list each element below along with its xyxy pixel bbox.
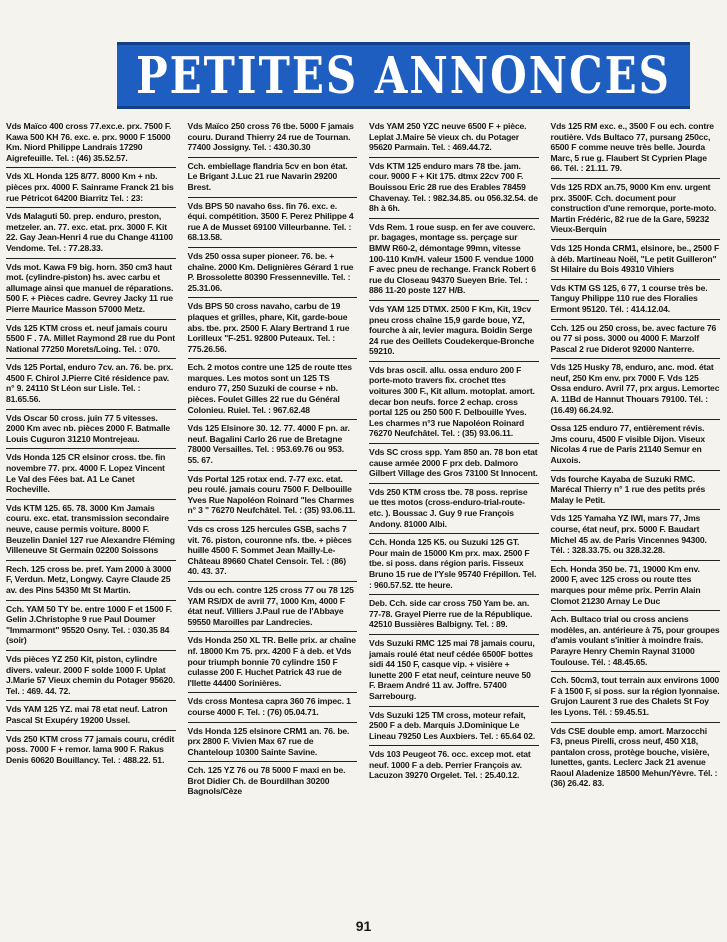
classified-ad: Vds bras oscil. allu. ossa enduro 200 F porte-moto travers fix. crochet ttes voitures 300 F., Kit allum. motoplat. amort. decar bon neufs. force 2 echap. cross portal 125 ou 250 500 F. Delbouille Yves. Les charmes n°3 rue Napoléon Roinard 76270 Neufchâtel. Tel. : (35) 93.06.11. xyxy=(369,362,539,444)
classified-ad: Vds 250 ossa super pioneer. 76. be. + chaîne. 2000 Km. Delignières Gérard 1 rue P. Brossolette 80390 Fressenneville. Tel. : 25.31.06. xyxy=(188,248,358,298)
classified-ad: Vds 125 Elsinore 30. 12. 77. 4000 F pn. ar. neuf. Bagalini Carlo 26 rue de Bretagne 78000 Versailles. Tel. : 953.69.76 ou 953. 55. 67. xyxy=(188,420,358,470)
classified-ad: Ech. 2 motos contre une 125 de route ttes marques. Les motos sont un 125 TS enduro 77, 250 Suzuki de course + nb. pièces. Foulet Gilles 22 rue du Général Colonieu. Ruiel. Tel. : 967.62.48 xyxy=(188,359,358,420)
column-1 xyxy=(6,118,176,916)
classified-ad: Vds YAM 125 YZ. mai 78 etat neuf. Latron Pascal St Exupéry 19200 Ussel. xyxy=(6,701,176,730)
column-3 xyxy=(369,118,539,916)
classified-ad: Vds YAM 125 DTMX. 2500 F Km, Kit, 19cv pneu cross chaîne 15,9 garde boue, YZ, fourche à air, levier magura. Boidin Serge 24 rue des Oeillets Coudekerque-Bronche 59210. xyxy=(369,301,539,362)
classified-ad: Vds fourche Kayaba de Suzuki RMC. Marécal Thierry n° 1 rue des petits prés Malay le Petit. xyxy=(551,471,721,511)
classified-ad: Vds BPS 50 navaho 6ss. fin 76. exc. e. équi. compétition. 3500 F. Perez Philippe 4 rue A de Musset 69100 Villeurbanne. Tel. : 68.13.58. xyxy=(188,198,358,248)
classified-ad: Vds ou ech. contre 125 cross 77 ou 78 125 YAM RS/DX de avril 77, 1000 Km, 4000 F état neuf. Villiers J.Paul rue de l'Abbaye 59550 Maroilles par Landrecies. xyxy=(188,582,358,632)
classified-ad: Vds YAM 250 YZC neuve 6500 F + pièce. Leplat J.Maire 5è vieux ch. du Potager 95620 Parmain. Tel. : 469.44.72. xyxy=(369,118,539,158)
classified-ad: Vds Suzuki RMC 125 mai 78 jamais couru, jamais roulé état neuf cédée 6500F bottes sidi 44 150 F, casque vip. + visière + lunette 200 F etat neuf, ceinture neuve 50 F. Braem André 11 av. Joffre. 57400 Sarrebourg. xyxy=(369,635,539,707)
column-4 xyxy=(551,118,721,916)
classified-ad: Vds KTM 125 enduro mars 78 tbe. jam. cour. 9000 F + Kit 175. dtmx 22cv 700 F. Bouissou Eric 28 rue des Erables 78459 Chavenay. Tel. : 982.34.85. ou 056.32.54. de 8h à 6h. xyxy=(369,158,539,219)
classified-ad: Deb. Cch. side car cross 750 Yam be. an. 77-78. Grayel Pierre rue de la République. 42510 Bussières Balbigny. Tel. : 89. xyxy=(369,595,539,635)
classified-ad: Cch. embiellage flandria 5cv en bon état. Le Brigant J.Luc 21 rue Navarin 29200 Brest. xyxy=(188,158,358,198)
classified-ad: Vds Maïco 250 cross 76 tbe. 5000 F jamais couru. Durand Thierry 24 rue de Tournan. 77400 Jossigny. Tel. : 430.30.30 xyxy=(188,118,358,158)
classified-ad: Vds 125 Husky 78, enduro, anc. mod. état neuf, 250 Km env. prx 7000 F. Vds 125 Ossa enduro. Avril 77, prx argus. Lemortec A. 11Bd de Hannut Thouars 79100. Tél. : (16.49) 66.24.92. xyxy=(551,359,721,420)
classified-ad: Vds KTM GS 125, 6 77, 1 course très be. Tanguy Philippe 110 rue des Floralies Ermont 95120. Tél. : 414.12.04. xyxy=(551,280,721,320)
page-title: PETITES ANNONCES xyxy=(136,46,671,105)
classified-ad: Vds 125 RDX an.75, 9000 Km env. urgent prx. 3500F. Cch. document pour construction d'une remorque, porte-moto. Martin Frédéric, 82 rue de la Gare, 59232 Vieux-Berquin xyxy=(551,179,721,240)
classified-ad: Cch. 125 ou 250 cross, be. avec facture 76 ou 77 si poss. 3000 ou 4000 F. Marzolf Pascal 2 rue Diderot 92000 Nanterre. xyxy=(551,320,721,360)
classified-ad: Cch. 125 YZ 76 ou 78 5000 F maxi en be. Brot Didier Ch. de Bourdilhan 30200 Bagnols/Cèze xyxy=(187,765,348,797)
classified-ad: Vds XL Honda 125 8/77. 8000 Km + nb. pièces prx. 4000 F. Sainrame Franck 21 bis rue Pétricot 64200 Biarritz Tel. : 23: xyxy=(6,168,176,208)
classified-ad: Vds cross Montesa capra 360 76 impec. 1 course 4000 F. Tel. : (76) 05.04.71. xyxy=(188,693,358,722)
classified-ad: Vds KTM 125. 65. 78. 3000 Km Jamais couru. exc. etat. transmission secondaire neuve, cause permis voiture. 8000 F. Beuzelin Daniel 127 rue Alexandre Fléming Villeneuve St Germain 02200 Soissons xyxy=(6,500,176,561)
classified-ad: Vds Honda 125 elsinore CRM1 an. 76. be. prx 2800 F. Vivien Max 67 rue de Chanteloup 10300 Sainte Savine. xyxy=(188,723,358,763)
classified-ad: Vds Malaguti 50. prep. enduro, preston, metzeler. an. 77. exc. etat. prx. 3000 F. Kit 22. Gay Jean-Henri 4 rue du Change 41100 Vendome. Tel. : 77.28.33. xyxy=(6,208,176,258)
classified-ad: Ech. Honda 350 be. 71, 19000 Km env. 2000 F, avec 125 cross ou route ttes marques pour même prix. Perrin Alain Clomot 21230 Arnay Le Duc xyxy=(551,561,721,611)
classified-ad: Vds 125 RM exc. e., 3500 F ou ech. contre routière. Vds Bultaco 77, pursang 250cc, 6500 F comme neuve très belle. Jourda Marc, 5 rue g. Flaubert St Cyprien Plage 66. Tél. : 21.11. 79. xyxy=(551,118,721,179)
classified-ad: Vds 250 KTM cross tbe. 78 poss. reprise ue ttes motos (cross-enduro-trial-route-etc. ). Boussac J. Guy 9 rue François Andony. 81000 Albi. xyxy=(369,484,539,534)
classified-ad: Vds Oscar 50 cross. juin 77 5 vitesses. 2000 Km avec nb. pièces 2000 F. Batmalle Louis Cuguron 31210 Montrejeau. xyxy=(6,410,176,450)
classified-ad: Vds Honda 250 XL TR. Belle prix. ar chaîne nf. 18000 Km 75. prx. 4200 F à deb. et Vds pour triumph bonnie 70 cylindre 150 F culasse 200 F. Huchet Patrick 43 rue de l'Ilette 44400 Sorinières. xyxy=(188,632,358,693)
classified-ad: Vds cs cross 125 hercules GSB, sachs 7 vit. 76. piston, couronne nfs. tbe. + pièces huille 4500 F. Sommet Jean Mailly-Le-Château 89660 Chatel Censoir. Tel. : (86) 40. 43. 37. xyxy=(188,521,358,582)
classified-ad: Vds 125 Honda CRM1, elsinore, be., 2500 F à déb. Martineau Noël, "Le petit Guilleron" St Hilaire du Bois 49310 Vihiers xyxy=(551,240,721,280)
classified-ad: Vds Suzuki 125 TM cross, moteur refait, 2500 F a deb. Marquis J.Dominique Le Lineau 79250 Les Auxbiers. Tel. : 65.64 02. xyxy=(369,707,539,747)
classified-columns xyxy=(6,118,720,916)
classified-ad: Vds BPS 50 cross navaho, carbu de 19 plaques et grilles, phare, Kit, garde-boue abs. tbe. prx. 2500 F. Alary Bertrand 1 rue Lorilleux "F-251. 92800 Puteaux. Tel. : 775.26.56. xyxy=(188,298,358,359)
classified-ad: Ach. Bultaco trial ou cross anciens modèles, an. antérieure à 75, pour groupes d'amis voulant s'initier à moindre frais. Parayre Henry Chemin Raynal 31000 Toulouse. Tél. : 48.45.65. xyxy=(551,611,721,672)
classified-ad: Vds CSE double emp. amort. Marzocchi F3, pneus Pirelli, cross neuf, 450 X18, pantalon cross, protège bouche, visière, lunettes, gants. Leclerc Jack 21 avenue Raoul Aladenize 18500 Mehun/Yèvre. Tél. : (36) 26.42. 83. xyxy=(550,725,720,789)
title-banner xyxy=(117,42,690,109)
classified-ad: Vds SC cross spp. Yam 850 an. 78 bon etat cause armée 2000 F prx deb. Dalmoro Gilbert Village des Gros 73100 St Innocent. xyxy=(369,444,539,484)
column-2 xyxy=(188,118,358,916)
classified-ad: Cch. Honda 125 K5. ou Suzuki 125 GT. Pour main de 15000 Km prx. max. 2500 F tbe. si poss. dans région paris. Fisseux Bruno 15 rue de l'Ysle 95740 Frépillon. Tel. : 960.57.52. tte heure. xyxy=(369,534,539,595)
page-number: 91 xyxy=(355,918,372,934)
classified-ad: Vds 125 Yamaha YZ IWI, mars 77, Jms course, état neuf, prx. 5000 F. Baudart Michel 45 av. de Paris Vincennes 94300. Tél. : 328.33.75. ou 328.32.28. xyxy=(551,510,721,560)
classified-ad: Vds 125 KTM cross et. neuf jamais couru 5500 F . 7A. Millet Raymond 28 rue du Pont National 77250 Morets/Loing. Tel. : 070. xyxy=(6,320,176,360)
classified-ad: Cch. YAM 50 TY be. entre 1000 F et 1500 F. Gelin J.Christophe 9 rue Paul Doumer "Immarmont" 95520 Osny. Tel. : 030.35 84 (soir) xyxy=(6,601,176,651)
classified-ad: Vds mot. Kawa F9 big. horn. 350 cm3 haut mot. (cylindre-piston) hs. avec carbu et allumage ainsi que manuel de réparations. 500 F. + Pièces cadre. Gevrey Jacky 11 rue Pierre Maurice Masson 57000 Metz. xyxy=(6,259,176,320)
classified-ad: Rech. 125 cross be. pref. Yam 2000 à 3000 F, Verdun. Metz, Longwy. Cayre Claude 25 av. des Pins 54350 Mt St Martin. xyxy=(6,561,176,601)
classified-ad: Vds Portal 125 rotax end. 7-77 exc. etat. peu roulé. jamais couru 7500 F. Delbouille Yves Rue Napoléon Roinard "les Charmes n° 3 " 76270 Neufchâtel. Tel. : (35) 93.06.11. xyxy=(188,471,358,521)
classified-ad: Vds Rem. 1 roue susp. en fer ave couverc. pr. bagages, montage ss. perçage sur BMW R60-2, démontage 99mn, vitesse 100-110 Km/H. valeur 1500 F. vendue 1000 F avec pneu de rechange. Franck Robert 6 rue du Closeau 94370 Sueyen Brie. Tel. : 886 11-20 poste 127 H/B. xyxy=(369,219,539,301)
classified-ad: Vds Maïco 400 cross 77.exc.e. prx. 7500 F. Kawa 500 KH 76. exc. e. prx. 9000 F 15000 Km. Niord Philippe Landrais 17290 Aigrefeuille. Tel. : (46) 35.52.57. xyxy=(6,118,176,168)
classified-ad: Vds Honda 125 CR elsinor cross. tbe. fin novembre 77. prx. 4000 F. Lopez Vincent Le Val des Fées bat. A1 Le Canet Rocheville. xyxy=(6,449,176,499)
classified-ad: Ossa 125 enduro 77, entièrement révis. Jms couru, 4500 F visible Dijon. Viseux Nicolas 4 rue de Paris 21140 Semur en Auxois. xyxy=(551,420,721,470)
classified-ad: Vds 103 Peugeot 76. occ. excep mot. etat neuf. 1000 F a deb. Perrier François av. Lacuzon 39270 Orgelet. Tel. : 25.40.12. xyxy=(369,749,533,781)
classified-ad: Vds 125 Portal, enduro 7cv. an. 76. be. prx. 4500 F. Chirol J.Pierre Cité résidence pav. n° 9. 24110 St Léon sur Lisle. Tel. : 81.65.56. xyxy=(6,359,176,409)
classified-ad: Vds pièces YZ 250 Kit, piston, cylindre divers. valeur. 2000 F solde 1000 F. Uplat J.Marie 57 Vieux chemin du Potager 95620. Tel. : 469. 44. 72. xyxy=(6,651,176,701)
classified-ad: Cch. 50cm3, tout terrain aux environs 1000 F à 1500 F, si poss. sur la région lyonnaise. Grujon Laurent 3 rue des Chalets St Foy les Lyons. Tél. : 59.45.51. xyxy=(551,672,721,722)
classified-ad: Vds 250 KTM cross 77 jamais couru, crédit poss. 7000 F + remor. lama 900 F. Rakus Denis 60620 Bouillancy. Tel. : 488.22. 51. xyxy=(6,733,177,765)
